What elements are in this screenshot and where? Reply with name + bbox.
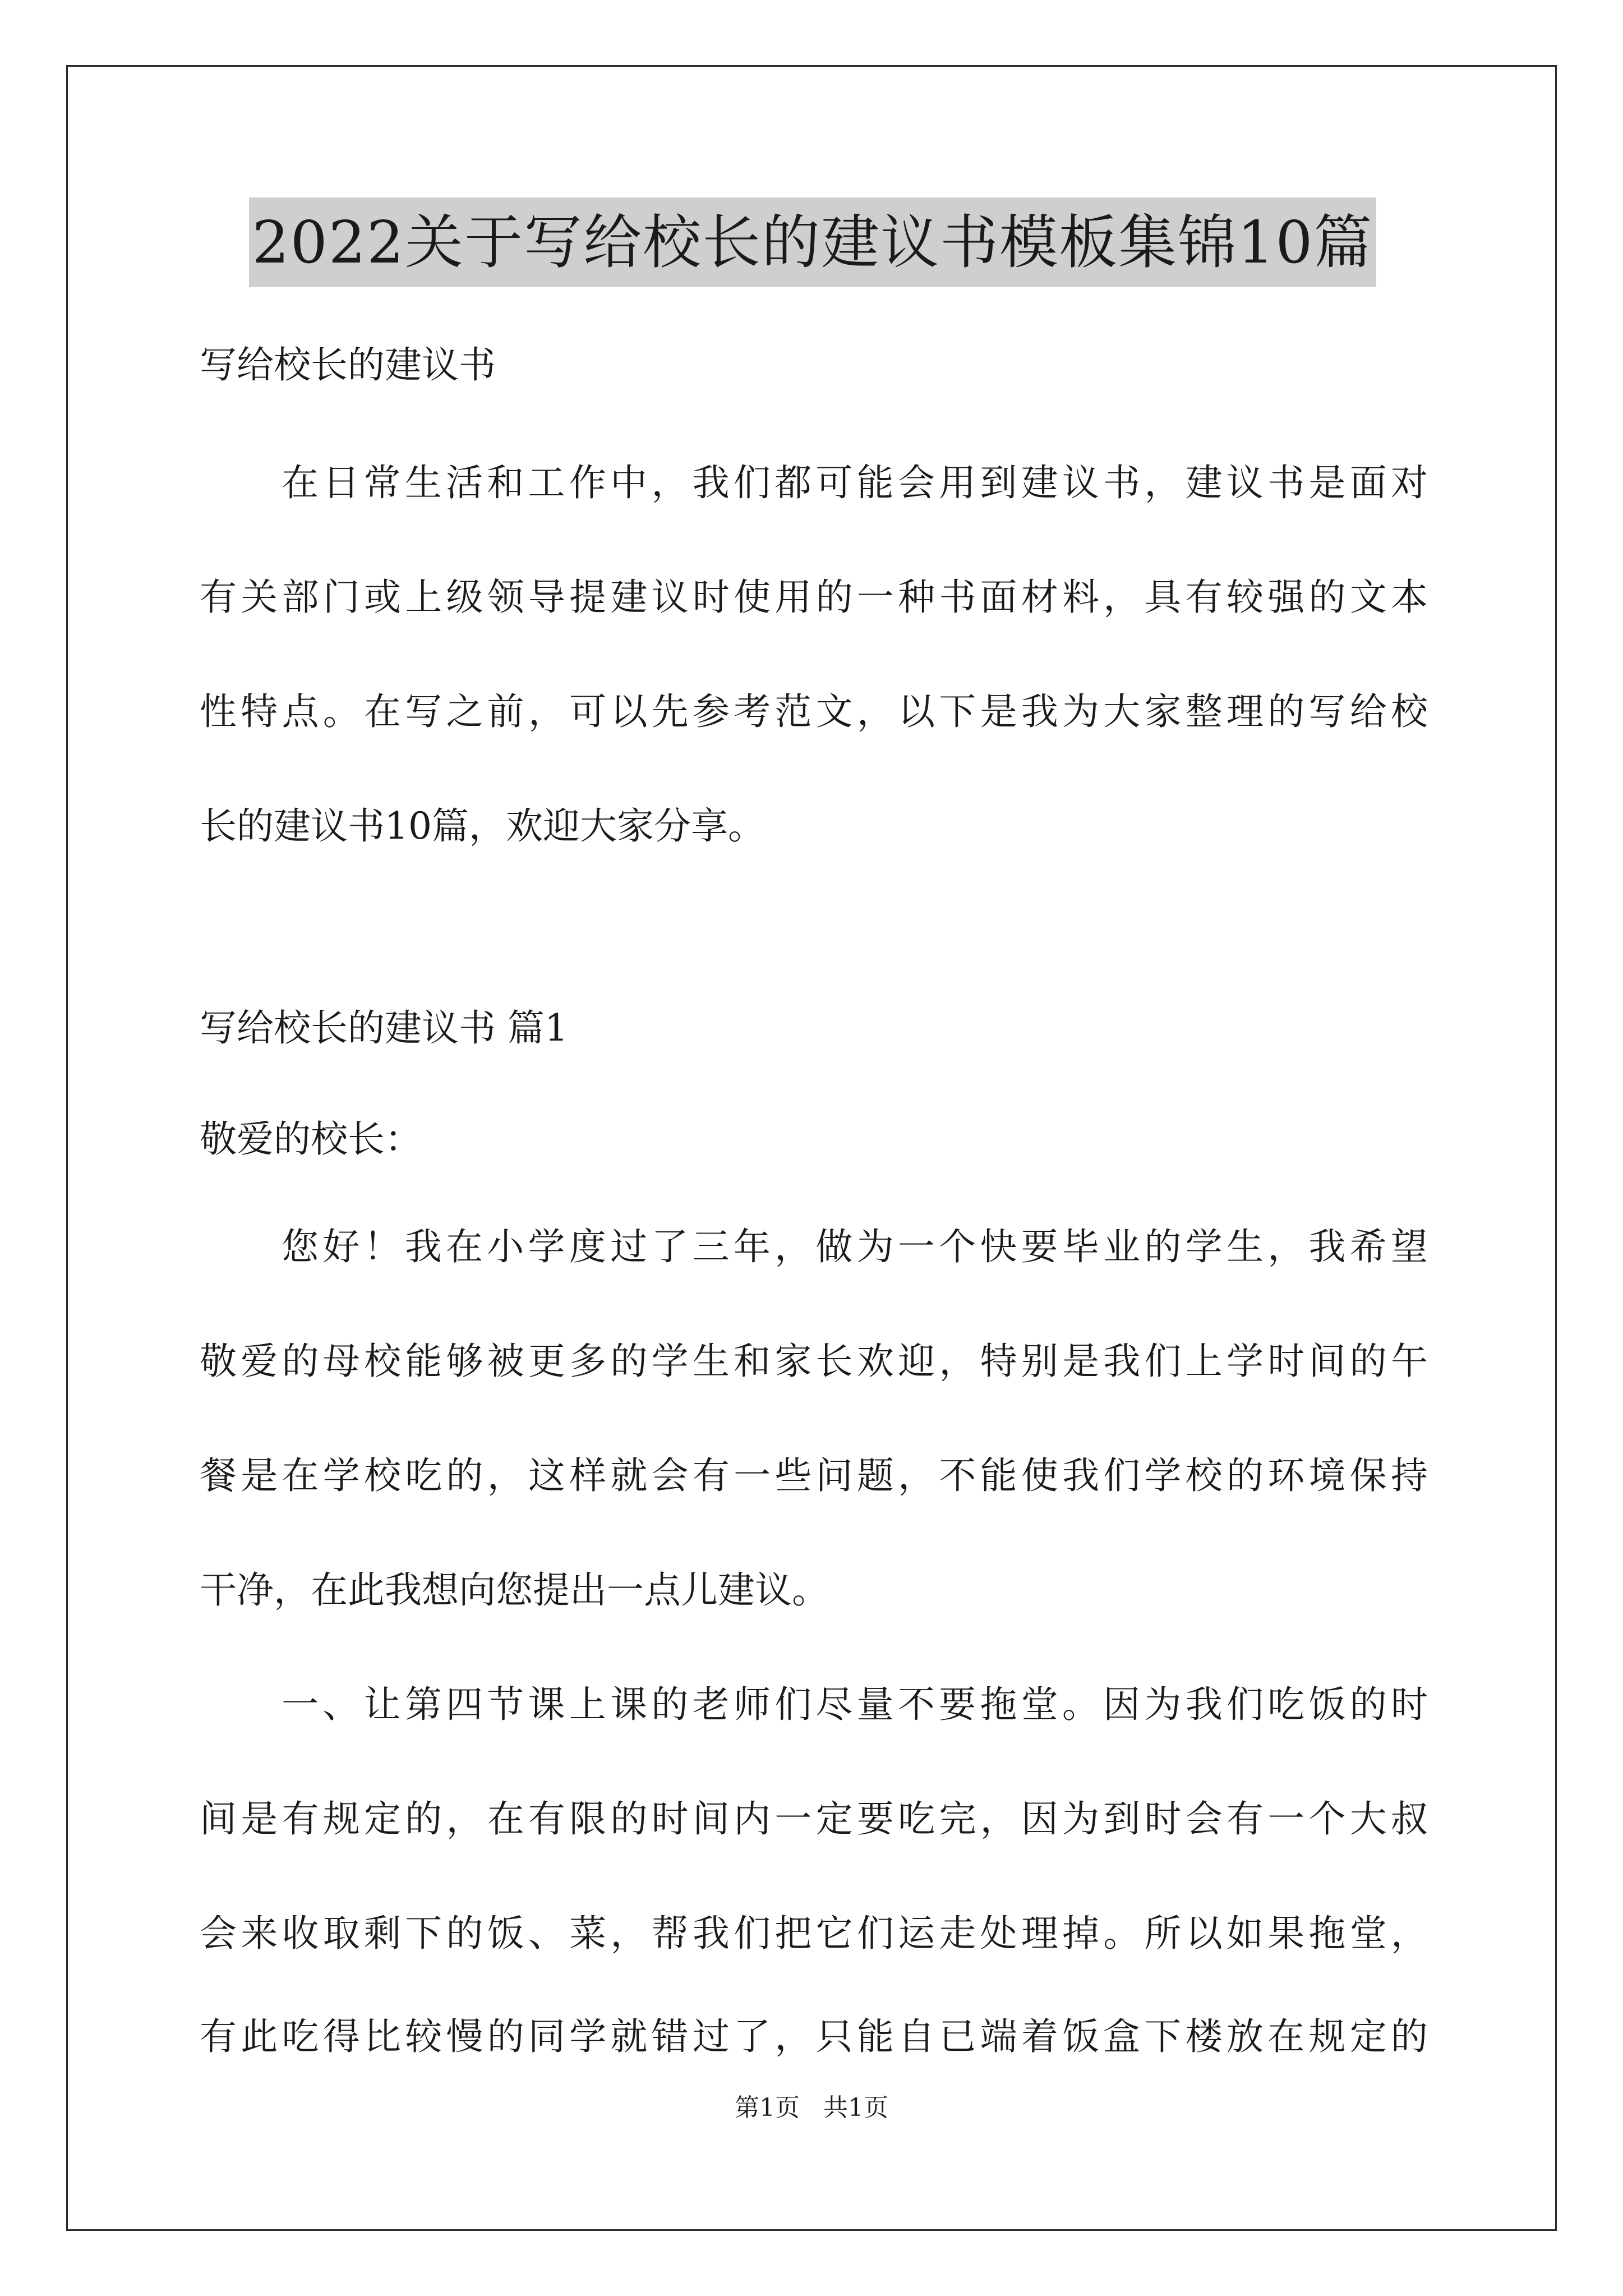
section-heading: 写给校长的建议书	[200, 343, 496, 386]
page-number: 第1页	[735, 2093, 800, 2122]
page-footer	[0, 2091, 1623, 2125]
document-title: 2022关于写给校长的建议书模板集锦10篇	[249, 197, 1376, 287]
paragraph-line: 长的建议书10篇，欢迎大家分享。	[200, 804, 765, 848]
paragraph-line: 一、让第四节课上课的老师们尽量不要拖堂。因为我们吃饭的时	[282, 1683, 1428, 1726]
paragraph-line: 间是有规定的，在有限的时间内一定要吃完，因为到时会有一个大叔	[200, 1797, 1428, 1841]
salutation: 敬爱的校长：	[200, 1117, 422, 1161]
page-total: 共1页	[823, 2093, 888, 2122]
paragraph-line: 餐是在学校吃的，这样就会有一些问题，不能使我们学校的环境保持	[200, 1454, 1428, 1497]
paragraph-line: 干净，在此我想向您提出一点儿建议。	[200, 1568, 829, 1612]
paragraph-line: 有关部门或上级领导提建议时使用的一种书面材料，具有较强的文本	[200, 576, 1428, 619]
paragraph-line: 性特点。在写之前，可以先参考范文，以下是我为大家整理的写给校	[200, 690, 1428, 733]
paragraph-line: 敬爱的母校能够被更多的学生和家长欢迎，特别是我们上学时间的午	[200, 1340, 1428, 1383]
section-heading: 写给校长的建议书 篇1	[200, 1006, 568, 1050]
paragraph-line: 您好！我在小学度过了三年，做为一个快要毕业的学生，我希望	[282, 1225, 1428, 1268]
paragraph-line: 会来收取剩下的饭、菜，帮我们把它们运走处理掉。所以如果拖堂，	[200, 1912, 1428, 1955]
paragraph-line: 在日常生活和工作中，我们都可能会用到建议书，建议书是面对	[282, 461, 1428, 504]
paragraph-line: 有此吃得比较慢的同学就错过了，只能自已端着饭盒下楼放在规定的	[200, 2015, 1428, 2058]
